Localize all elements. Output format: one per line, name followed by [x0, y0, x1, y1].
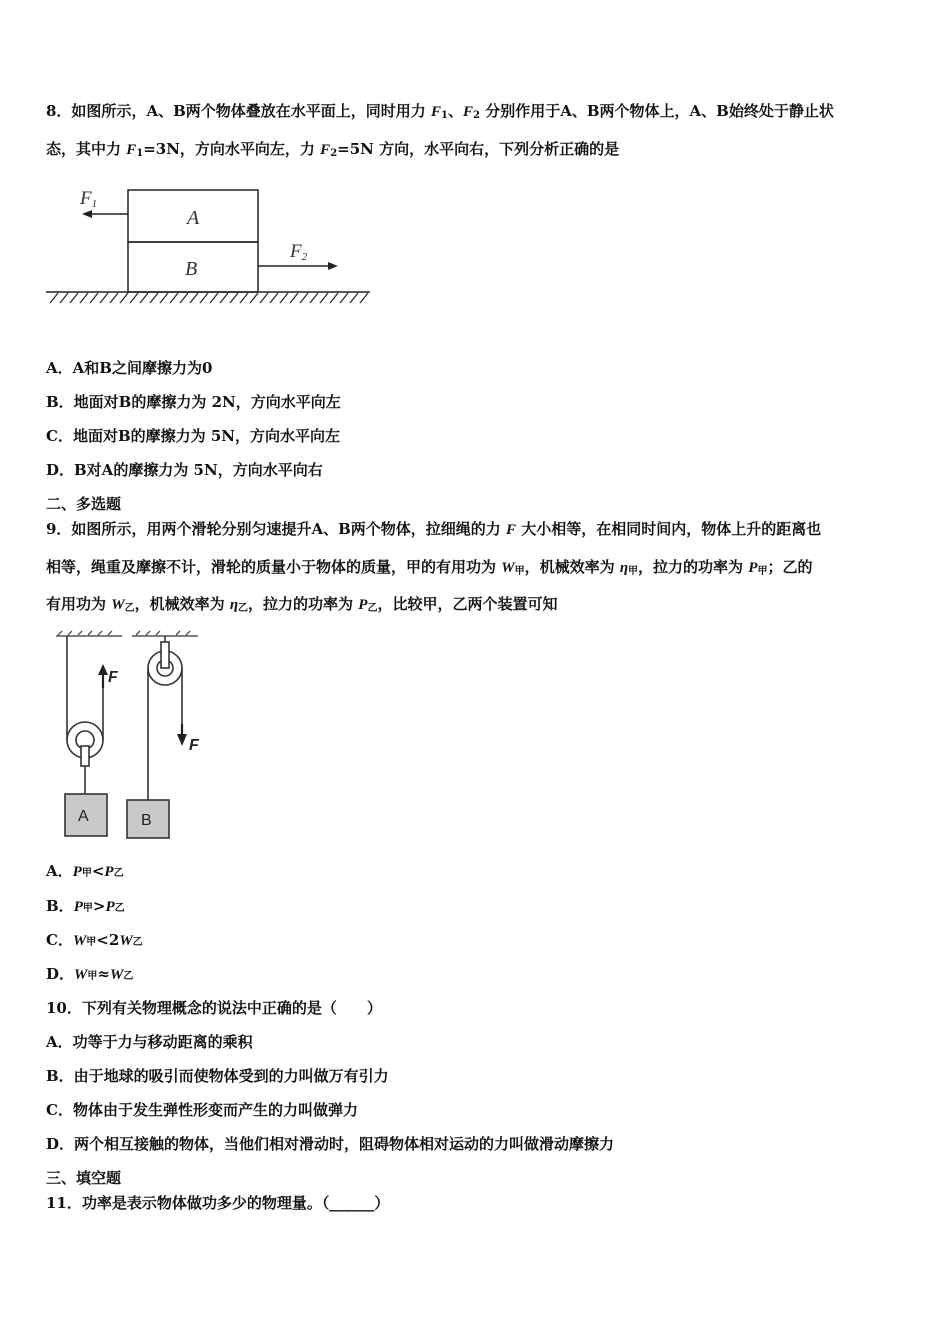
- force-up-arrow: [98, 664, 108, 675]
- svg-text:F: F: [108, 669, 118, 686]
- q10-option-b[interactable]: B．由于地球的吸引而使物体受到的力叫做万有引力: [46, 1067, 389, 1085]
- q9-option-a[interactable]: A．P甲<P乙: [46, 862, 124, 880]
- svg-text:B: B: [185, 258, 198, 280]
- section-heading-multiple-choice: 二、多选题: [46, 495, 122, 513]
- q9-option-d[interactable]: D．W甲≈W乙: [46, 965, 134, 983]
- q10-option-a[interactable]: A．功等于力与移动距离的乘积: [46, 1033, 253, 1051]
- q11-stem: 11．功率是表示物体做功多少的物理量。（______）: [46, 1194, 390, 1212]
- movable-pulley: [67, 636, 103, 794]
- force-down-arrow: [177, 734, 187, 746]
- q10-stem: 10．下列有关物理概念的说法中正确的是（ ）: [46, 999, 382, 1017]
- q9-stem-line1: 9．如图所示，用两个滑轮分别匀速提升A、B两个物体，拉细绳的力 F 大小相等，在相同时间内，物体上升的距离也: [46, 520, 822, 538]
- svg-text:F1: F1: [80, 188, 98, 210]
- fixed-pulley: [148, 636, 182, 800]
- q8-option-c[interactable]: C．地面对B的摩擦力为 5N，方向水平向左: [46, 427, 340, 445]
- q9-option-b[interactable]: B．P甲>P乙: [46, 897, 125, 915]
- q8-blocks-figure: [40, 180, 380, 305]
- section-heading-fill-in: 三、填空题: [46, 1169, 122, 1187]
- q8-stem-line2: 态，其中力 $F_1=3N$，方向水平向左，力 $F_2=5N$ 方向，水平向右，下列分析正确的是: [46, 140, 620, 159]
- q8-stem-line1: 8．如图所示，A、B两个物体叠放在水平面上，同时用力 $F_1$、$F_2$ 分别作用于A、B两个物体上，A、B始终处于静止状: [46, 102, 834, 121]
- q9-stem-line2: 相等，绳重及摩擦不计，滑轮的质量小于物体的质量，甲的有用功为 $W_甲$，机械效率为 $\eta_甲$，拉力的功率为 $P_甲$；乙的: [46, 558, 813, 577]
- q8-option-a[interactable]: A．A和B之间摩擦力为0: [46, 359, 213, 377]
- q8-option-b[interactable]: B．地面对B的摩擦力为 2N，方向水平向左: [46, 393, 341, 411]
- svg-text:B: B: [141, 812, 152, 829]
- q9-option-c[interactable]: C．W甲<2W乙: [46, 931, 143, 949]
- q10-option-c[interactable]: C．物体由于发生弹性形变而产生的力叫做弹力: [46, 1101, 358, 1119]
- svg-text:F: F: [189, 737, 199, 754]
- q8-option-d[interactable]: D．B对A的摩擦力为 5N，方向水平向右: [46, 461, 323, 479]
- svg-text:F2: F2: [290, 241, 308, 263]
- q9-pulley-figure: [50, 628, 220, 843]
- q9-stem-line3: 有用功为 $W_乙$，机械效率为 $\eta_乙$，拉力的功率为 $P_乙$，比较甲，乙两个装置可知: [46, 595, 558, 614]
- svg-text:A: A: [78, 808, 89, 825]
- q10-option-d[interactable]: D．两个相互接触的物体，当他们相对滑动时，阻碍物体相对运动的力叫做滑动摩擦力: [46, 1135, 615, 1153]
- svg-text:A: A: [187, 207, 200, 229]
